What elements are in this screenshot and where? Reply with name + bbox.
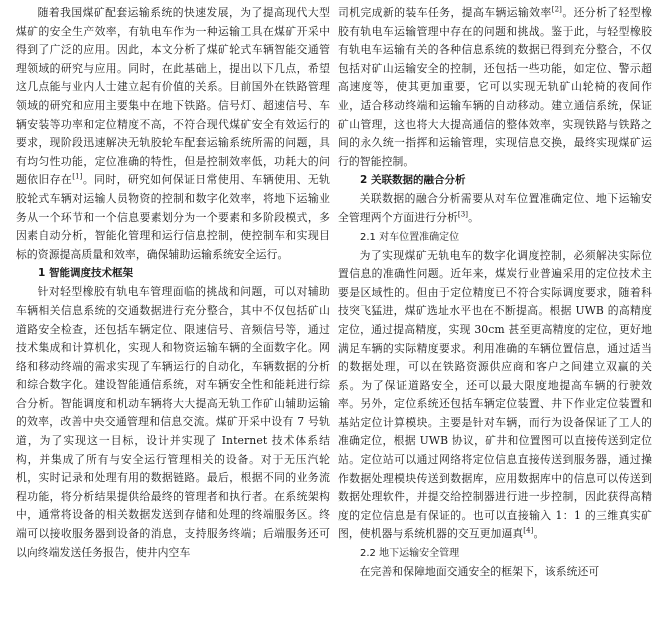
citation-1: [1] bbox=[72, 172, 83, 181]
intro-text: 随着我国煤矿配套运输系统的快速发展，为了提高现代大型煤矿的安全生产效率，有轨电车作为一种运输工具在煤矿开采中得到了广泛的应用。因此，本文分析了煤矿轮式车辆智能交通管理领域的研究与应用。同时，在此基础上，提出以下几点，希望这几点能与业内人士建立起有价值的关系。目前国外在铁路管理领域的研究和应用主要集中在地下铁路。信号灯、超速信号、车辆安装等功率和定位精度不高，不符合现代煤矿安全有效运行的要求，现阶段迅速解决无轨胶轮车配套运输系统所需的问题，具有均匀性功能，定位准确的特性，但是控制效率低，功耗大的问题依旧存在 bbox=[16, 6, 330, 187]
section-2-heading: 2 关联数据的融合分析 bbox=[360, 174, 466, 187]
left-column bbox=[16, 4, 330, 625]
section-1-paragraph: 针对轻型橡胶有轨电车管理面临的挑战和问题，可以对辅助车辆相关信息系统的交通数据进行充分整合，其中不仅包括矿山道路安全检查，还包括车辆定位、限速信号、音频信号等，通过技术集成和计算机化，实现人和物资运输车辆的全面数字化。网络和移动终端的需求实现了车辆运行的自动化，车辆数据的分析和综合数字化。建设智能通信系统，对车辆安全性和能耗进行综合分析。智能调度和机动车辆将大大提高无轨工作矿山辅助运输的效率，改善中央交通管理和信息交流。煤矿开采中设有 7 号轨道，为了实现这一目标，设计并实现了 Internet 技术体系结构，并集成了所有与安全运行管理相关的设备。对于无压汽轮机，实时记录和处理有用的数据链路。最后，根据不同的业务流程功能，将分析结果提供给最终的管理者和执行者。在系统架构中，通常将设备的相关数据发送到存储和处理的终端服务区。终端可以接收服务器到设备的消息，支持服务终端；后端服务还可以向终端发送任务报告，使井内空车 bbox=[16, 285, 330, 559]
citation-3: [3] bbox=[457, 210, 469, 219]
section-2-1-paragraph bbox=[338, 247, 652, 545]
carryover-text: 司机完成新的装车任务，提高车辆运输效率 bbox=[338, 6, 552, 19]
section-1-heading: 1 智能调度技术框架 bbox=[38, 267, 133, 280]
section-2-2-paragraph: 在完善和保障地面交通安全的框架下，该系统还可 bbox=[359, 565, 600, 579]
section-2-1-heading: 2.1 对车位置准确定位 bbox=[360, 231, 460, 243]
intro-text-tail: 。同时，研究如何保证日常使用、车辆使用、无轨胶轮式车辆对运输人员物资的控制和数字化效率，将地下运输业务从一个环节和一个信息要素划分为一个要素和多阶段模式，多因素自动分析，智能化管理和运行信息控制，使控制车和实现目标的资源提高质量和效率，确保辅助运输系统安全运行。 bbox=[16, 173, 330, 261]
section-2-2-heading: 2.2 地下运输安全管理 bbox=[360, 548, 460, 560]
intro-paragraph bbox=[16, 4, 330, 264]
section-2-text: 关联数据的融合分析需要从对车位置准确定位、地下运输安全管理两个方面进行分析 bbox=[338, 192, 652, 224]
citation-2: [2] bbox=[551, 5, 562, 14]
section-2-1-text: 为了实现煤矿无轨电车的数字化调度控制，必须解决实际位置信息的准确性问题。近年来，煤炭行业普遍采用的定位技术主要是区域性的。但由于定位精度已不符合实际调度要求，随着科技突飞猛进，煤矿选址水平也在不断提高。根据 UWB 的高精度定位，通过提高精度，实现 30cm 甚至更高精度的定位，更好地满足车辆的实际精度要求。利用准确的车辆位置信息，通过适当的数据处理，可以在铁路资源供应商和客户之间建立双赢的关系。为了保证道路安全，还可以最大限度地提高车辆的行驶效率。另外，定位系统还包括车辆定位装置、井下作业定位装置和基站定位计算模块。主要是针对车辆，而行为设备保证了工人的准确定位，根据 UWB 协议，矿井和位置图可以直接传送到定位站。定位站可以通过网络将定位信息直接传送到服务器，通过操作数据处理模块传送到数据库，应用数据库中的信息可以传送到数据处理软件，并提交给控制器进行进一步控制，因此获得高精度的定位信息是有保证的。也可以直接输入 1：1 的三维真实矿图，使机器与系统机器的交互更加逼真 bbox=[338, 248, 652, 541]
section-2-paragraph bbox=[338, 190, 652, 227]
right-column bbox=[338, 4, 652, 625]
section-2-text-tail: 。 bbox=[468, 210, 479, 224]
carryover-paragraph bbox=[338, 4, 652, 171]
carryover-text-tail: 。还分析了轻型橡胶有轨电车运输管理中存在的问题和挑战。鉴于此，与轻型橡胶有轨电车运输有关的各种信息系统的数据已得到充分整合，不仅包括对矿山运输安全的控制，还包括一些功能，如定位、警示超高速度等，使其更加重要，它可以实现无轨矿山轮椅的夜间作业，适合移动终端和运输车辆的自动移动。建立通信系统，保证矿山管理，这也将大大提高通信的整体效率，实现铁路与铁路之间的永久统一指挥和运输管理，实现信息交换，最终实现煤矿运行的智能控制。 bbox=[338, 6, 652, 168]
citation-4: [4] bbox=[523, 526, 534, 535]
section-2-1-text-tail: 。 bbox=[533, 527, 545, 541]
